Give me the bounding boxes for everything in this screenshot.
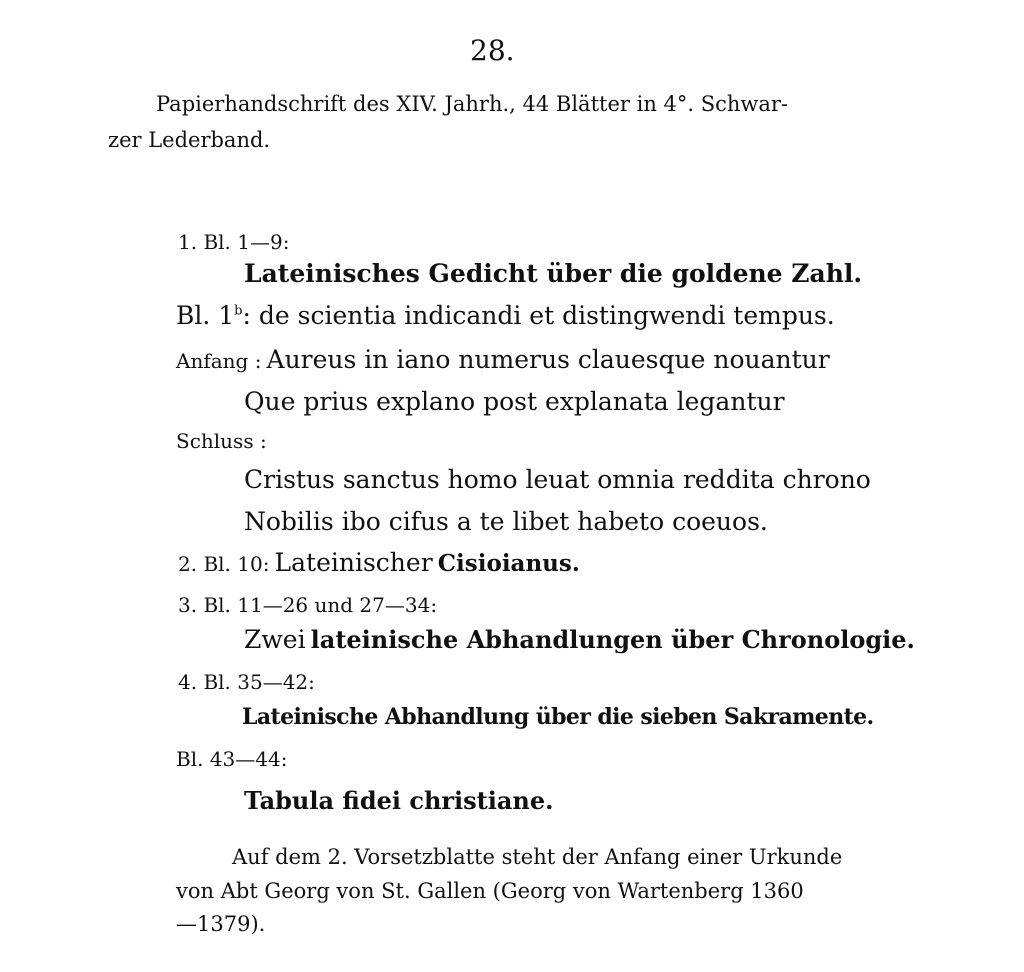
description-line-1: Papierhandschrift des XIV. Jahrh., 44 Blätter in 4°. Schwar-: [156, 92, 789, 116]
anfang-label: Anfang :: [176, 349, 262, 373]
note-line-3: —1379).: [176, 912, 266, 936]
entry-2-reference: 2. Bl. 10:: [178, 552, 270, 576]
note-line-2-content: von Abt Georg von St. Gallen (Georg von Wartenberg 1360: [176, 879, 804, 903]
entry-3-reference: 3. Bl. 11—26 und 27—34:: [178, 593, 438, 617]
anfang-line-1: [176, 345, 830, 374]
note-line-1: [232, 845, 946, 869]
entry-1-blatt-text: : de scientia indicandi et distingwendi tempus.: [242, 301, 835, 330]
entry-1-blatt-superscript: b: [234, 303, 243, 319]
note-line-2: [176, 879, 946, 903]
entry-3-bold: lateinische Abhandlungen über Chronologie.: [310, 625, 915, 654]
schluss-verse-2: Nobilis ibo cifus a te libet habeto coeuos.: [244, 507, 768, 536]
description-line-2: zer Lederband.: [108, 128, 271, 152]
entry-5-reference: Bl. 43—44:: [176, 747, 288, 771]
anfang-verse-2: Que prius explano post explanata legantur: [244, 387, 785, 416]
note-line-1-content: Auf dem 2. Vorsetzblatte steht der Anfang einer Urkunde: [232, 845, 843, 869]
entry-4-bold: Lateinische Abhandlung über die sieben Sakramente.: [242, 704, 874, 730]
entry-5-bold: Tabula fidei christiane.: [244, 786, 554, 815]
entry-4-reference: 4. Bl. 35—42:: [178, 670, 315, 694]
page-number: 28.: [470, 34, 515, 67]
entry-2-line: [178, 548, 580, 577]
entry-3-text: Zwei: [244, 625, 306, 654]
entry-1-title: Lateinisches Gedicht über die goldene Zahl.: [244, 259, 863, 288]
entry-1-blatt-line: [176, 301, 835, 330]
entry-3-line: [244, 625, 915, 654]
note-line-1-text: [232, 845, 946, 869]
schluss-verse-1: Cristus sanctus homo leuat omnia reddita chrono: [244, 465, 871, 494]
entry-2-text: Lateinischer: [274, 548, 433, 577]
anfang-verse-1: Aureus in iano numerus clauesque nouantur: [266, 345, 830, 374]
entry-2-bold: Cisioianus.: [437, 550, 580, 577]
entry-1-blatt-prefix: Bl. 1: [176, 301, 235, 330]
entry-1-reference: 1. Bl. 1—9:: [178, 230, 290, 254]
schluss-label: Schluss :: [176, 429, 267, 453]
